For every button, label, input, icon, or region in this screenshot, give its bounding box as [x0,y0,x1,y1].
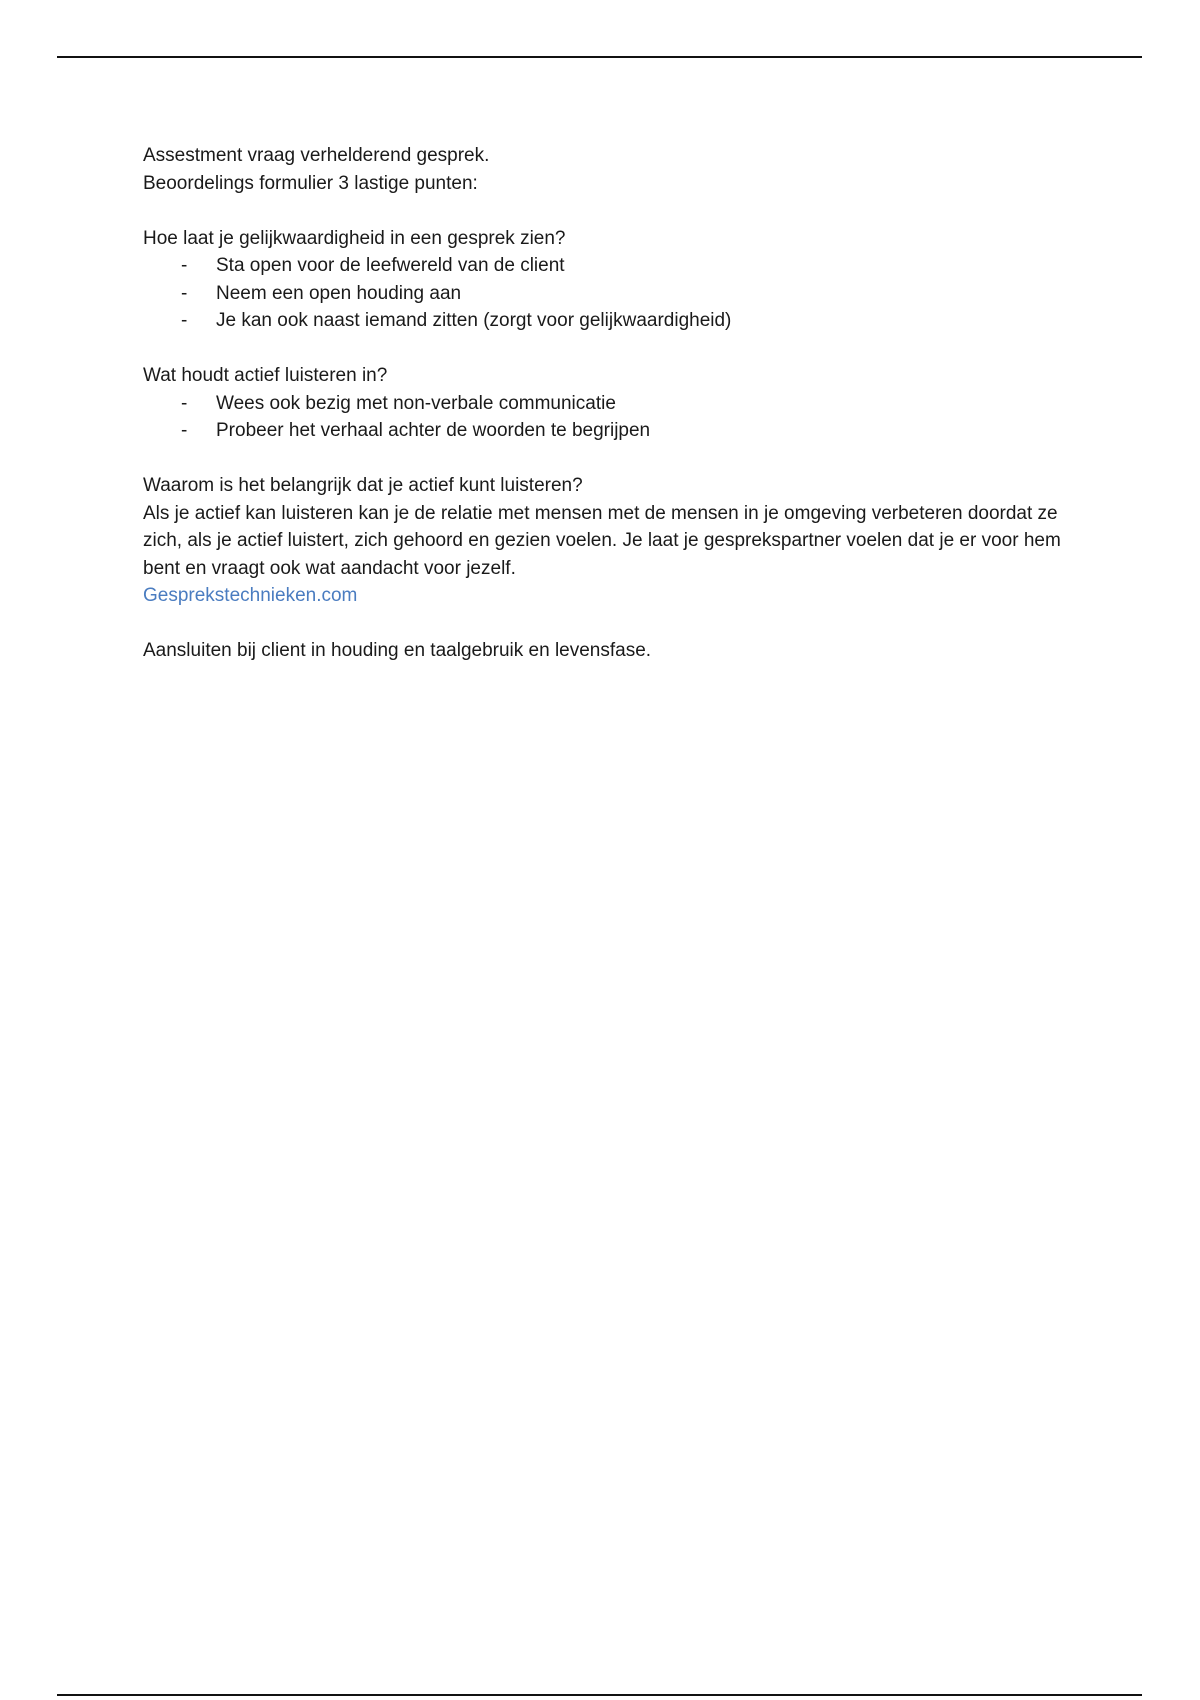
list-item [143,307,1063,335]
question-equality: Hoe laat je gelijkwaardigheid in een gesprek zien? [143,227,566,249]
bullet-dash: - [181,255,188,276]
list-item [143,280,1063,308]
bullet-dash: - [181,282,188,304]
gesprekstechnieken-link[interactable]: Gesprekstechnieken.com [143,585,358,606]
document-title: Assestment vraag verhelderend gesprek. [143,145,490,166]
list-item [143,252,1063,280]
bullet-dash: - [181,392,188,414]
equality-list [143,252,1063,335]
bullet-dash: - [181,420,188,441]
spacer [143,335,1063,363]
closing-note: Aansluiten bij client in houding en taalgebruik en levensfase. [143,640,652,661]
spacer [143,445,1063,473]
list-item-text: Wees ook bezig met non-verbale communicatie [216,392,616,414]
document-subtitle: Beoordelings formulier 3 lastige punten: [143,172,478,194]
active-listening-list [143,390,1063,445]
footer-rule [57,1694,1142,1696]
spacer [143,197,1063,225]
bullet-dash: - [181,310,188,331]
document-body [143,142,1063,665]
list-item-text: Probeer het verhaal achter de woorden te begrijpen [216,420,651,441]
question-active-listening: Wat houdt actief luisteren in? [143,365,388,386]
header-rule [57,56,1142,58]
list-item-text: Neem een open houding aan [216,282,462,304]
answer-paragraph: Als je actief kan luisteren kan je de relatie met mensen met de mensen in je omgeving verbeteren doordat ze zich, als je actief luistert, zich gehoord en gezien voelen. Je laat je gesprekspartner voelen dat je er voor hem bent en vraagt ook wat aandacht voor jezelf. [143,502,1061,579]
spacer [143,610,1063,638]
question-importance: Waarom is het belangrijk dat je actief kunt luisteren? [143,475,583,496]
list-item [143,417,1063,445]
list-item-text: Je kan ook naast iemand zitten (zorgt voor gelijkwaardigheid) [216,310,732,331]
list-item [143,390,1063,418]
list-item-text: Sta open voor de leefwereld van de client [216,255,565,276]
